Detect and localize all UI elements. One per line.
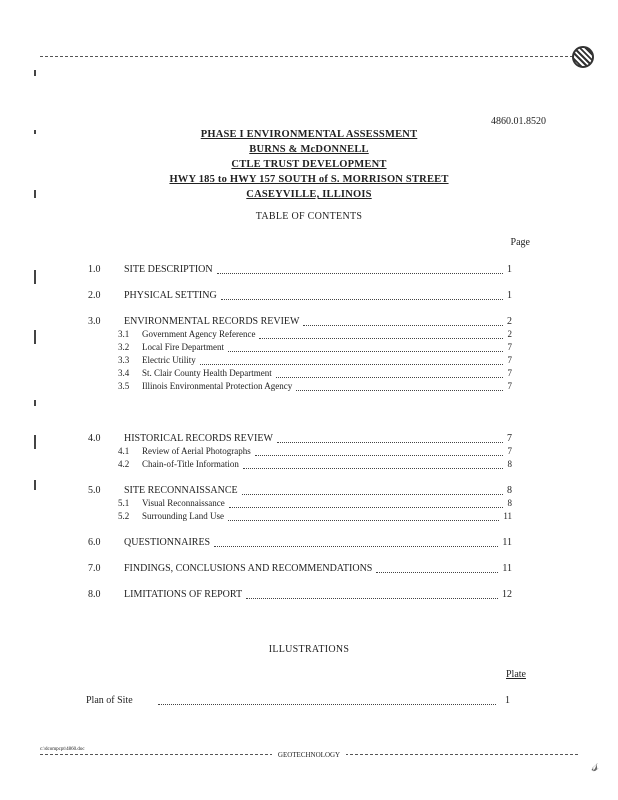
leader-dots xyxy=(229,498,503,508)
toc-entry-title: LIMITATIONS OF REPORT xyxy=(124,589,243,600)
leader-dots xyxy=(242,485,503,495)
leader-dots xyxy=(277,433,503,443)
toc-entry-number: 6.0 xyxy=(88,537,101,548)
footer-company xyxy=(0,751,618,759)
toc-entry xyxy=(88,381,512,393)
toc-entry-title: Review of Aerial Photographs xyxy=(142,446,251,456)
toc-entry-title: FINDINGS, CONCLUSIONS AND RECOMMENDATIONS xyxy=(124,563,373,574)
toc-entry-title: PHYSICAL SETTING xyxy=(124,290,217,301)
toc-entry-page: 7 xyxy=(507,368,512,378)
toc-entry-page: 11 xyxy=(503,511,512,521)
leader-dots xyxy=(214,537,498,547)
leader-dots xyxy=(228,342,503,352)
toc-entry-number: 5.0 xyxy=(88,485,101,496)
toc-entry-page: 2 xyxy=(507,329,512,339)
leader-dots xyxy=(303,316,503,326)
toc-entry-title: Local Fire Department xyxy=(142,342,224,352)
leader-dots xyxy=(243,459,503,469)
top-border-line xyxy=(40,56,578,57)
toc-entry xyxy=(88,368,512,380)
toc-entry-number: 3.5 xyxy=(118,381,130,391)
plate-column-label: Plate xyxy=(506,669,526,680)
toc-entry-page: 8 xyxy=(507,498,512,508)
title-line: BURNS & McDONNELL xyxy=(249,144,369,155)
toc-entry-page: 11 xyxy=(502,563,512,574)
toc-entry-title: Visual Reconnaissance xyxy=(142,498,225,508)
toc-entry-number: 1.0 xyxy=(88,264,101,275)
company-logo-icon xyxy=(572,46,594,68)
toc-entry-number: 4.1 xyxy=(118,446,130,456)
leader-dots xyxy=(221,290,503,300)
toc-entry-title: HISTORICAL RECORDS REVIEW xyxy=(124,433,273,444)
illustration-entry xyxy=(86,695,510,707)
footer-file-path: c:\dcompcpt\4860.doc xyxy=(40,747,85,752)
toc-entry xyxy=(88,511,512,523)
illustration-plate: 1 xyxy=(505,695,510,706)
toc-entry-number: 3.3 xyxy=(118,355,130,365)
toc-entry-title: QUESTIONNAIRES xyxy=(124,537,211,548)
toc-entry-title: ENVIRONMENTAL RECORDS REVIEW xyxy=(124,316,300,327)
toc-entry xyxy=(88,498,512,510)
toc-entry-title: Electric Utility xyxy=(142,355,196,365)
toc-entry-page: 12 xyxy=(502,589,512,600)
title-line: CTLE TRUST DEVELOPMENT xyxy=(231,159,387,170)
toc-entry xyxy=(88,459,512,471)
toc-entry-title: SITE RECONNAISSANCE xyxy=(124,485,238,496)
toc-entry xyxy=(88,329,512,341)
toc-entry-title: SITE DESCRIPTION xyxy=(124,264,213,275)
leader-dots xyxy=(296,381,503,391)
toc-entry-page: 11 xyxy=(502,537,512,548)
illustrations-heading: ILLUSTRATIONS xyxy=(268,644,350,655)
toc-entry-title: St. Clair County Health Department xyxy=(142,368,272,378)
illustration-title: Plan of Site xyxy=(86,695,133,706)
toc-entry-title: Chain-of-Title Information xyxy=(142,459,239,469)
toc-entry xyxy=(88,433,512,445)
toc-entry-page: 7 xyxy=(507,342,512,352)
toc-entry-number: 3.0 xyxy=(88,316,101,327)
toc-entry xyxy=(88,446,512,458)
leader-dots xyxy=(259,329,503,339)
toc-entry-number: 3.1 xyxy=(118,329,130,339)
toc-entry xyxy=(88,537,512,549)
footer-company-text: GEOTECHNOLOGY xyxy=(272,751,346,759)
leader-dots xyxy=(246,589,498,599)
toc-entry-number: 5.1 xyxy=(118,498,130,508)
toc-entry-page: 7 xyxy=(507,355,512,365)
toc-entry-title: Surrounding Land Use xyxy=(142,511,224,521)
leader-dots xyxy=(200,355,503,365)
toc-entry xyxy=(88,485,512,497)
toc-entry-number: 7.0 xyxy=(88,563,101,574)
title-line: PHASE I ENVIRONMENTAL ASSESSMENT xyxy=(200,129,418,140)
toc-entry xyxy=(88,290,512,302)
toc-entry-page: 2 xyxy=(507,316,512,327)
title-block xyxy=(0,127,618,202)
toc-entry-page: 1 xyxy=(507,290,512,301)
toc-entry-number: 8.0 xyxy=(88,589,101,600)
toc-entry xyxy=(88,342,512,354)
leader-dots xyxy=(276,368,503,378)
document-number: 4860.01.8520 xyxy=(491,116,546,127)
leader-dots xyxy=(158,695,496,705)
leader-dots xyxy=(217,264,503,274)
toc-entry xyxy=(88,264,512,276)
toc-entry-title: Illinois Environmental Protection Agency xyxy=(142,381,293,391)
title-line: HWY 185 to HWY 157 SOUTH of S. MORRISON STREET xyxy=(169,174,449,185)
toc-entry-page: 1 xyxy=(507,264,512,275)
leader-dots xyxy=(376,563,498,573)
toc-entry xyxy=(88,316,512,328)
toc-entry-number: 3.4 xyxy=(118,368,130,378)
leader-dots xyxy=(228,511,499,521)
toc-entry-number: 5.2 xyxy=(118,511,130,521)
toc-entry-number: 2.0 xyxy=(88,290,101,301)
handwritten-mark: 𝓈 xyxy=(591,755,598,775)
toc-entry-page: 7 xyxy=(507,381,512,391)
toc-entry xyxy=(88,589,512,601)
leader-dots xyxy=(255,446,503,456)
toc-entry-page: 7 xyxy=(507,446,512,456)
page-column-label: Page xyxy=(510,237,530,248)
toc-entry-page: 8 xyxy=(507,485,512,496)
toc-entry-number: 4.0 xyxy=(88,433,101,444)
toc-entry-number: 4.2 xyxy=(118,459,130,469)
toc-heading: TABLE OF CONTENTS xyxy=(255,211,363,222)
toc-entry-number: 3.2 xyxy=(118,342,130,352)
title-line: CASEYVILLE, ILLINOIS xyxy=(246,189,372,200)
toc-entry xyxy=(88,563,512,575)
toc-entry xyxy=(88,355,512,367)
toc-entry-page: 7 xyxy=(507,433,512,444)
toc-entry-title: Government Agency Reference xyxy=(142,329,256,339)
toc-entry-page: 8 xyxy=(507,459,512,469)
